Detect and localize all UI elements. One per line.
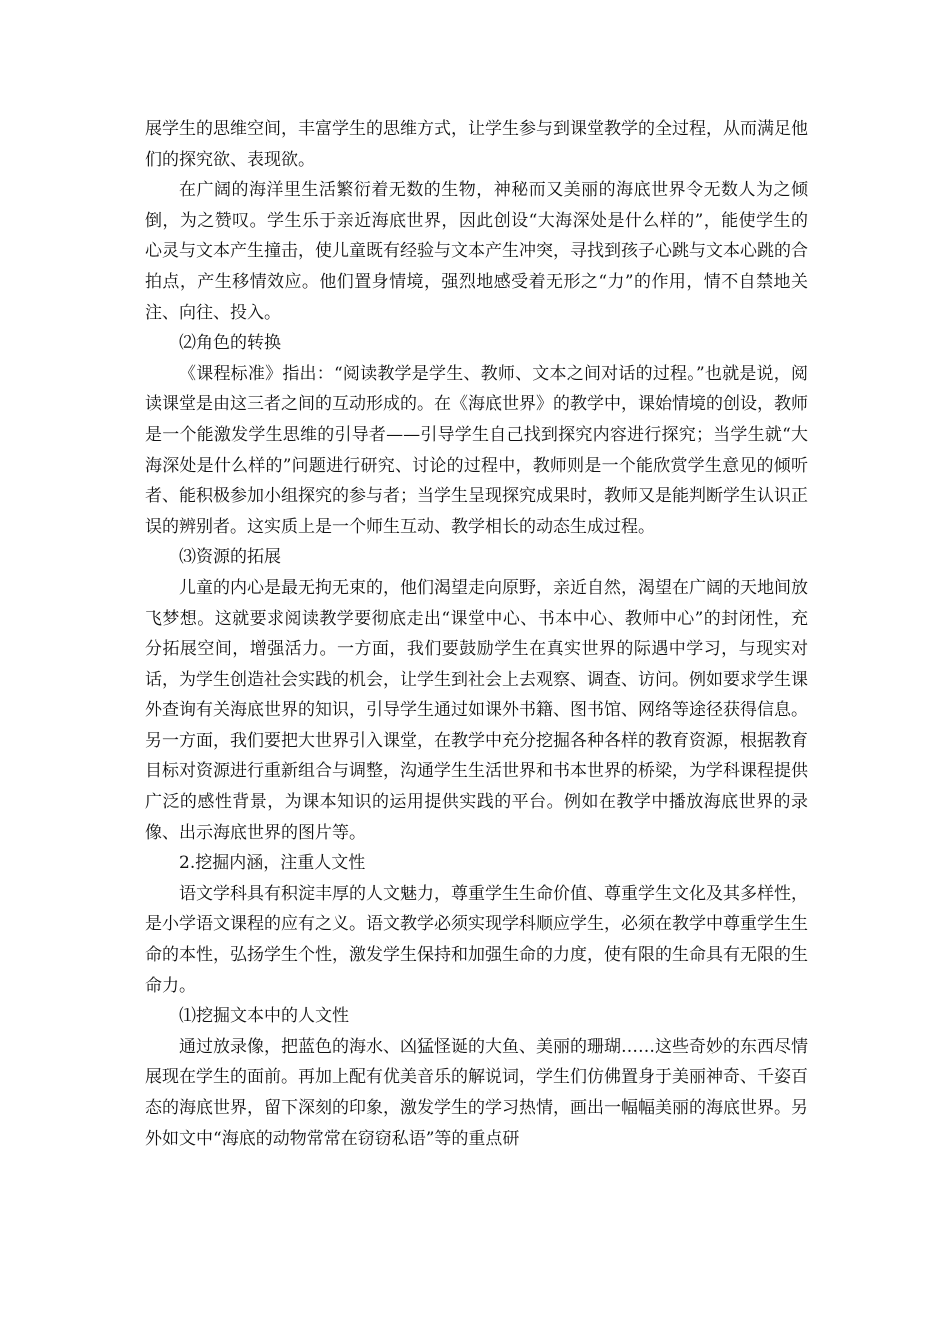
paragraph-curriculum-standard: 《课程标准》指出：“阅读教学是学生、教师、文本之间对话的过程。”也就是说，阅读课堂是由这三者之间的互动形成的。在《海底世界》的教学中，课始情境的创设，教师是一个能激发学生思维的引导者——引导学生自己找到探究内容进行探究；当学生就“大海深处是什么样的”问题进行研究、讨论的过程中，教师则是一个能欣赏学生意见的倾听者、能积极参加小组探究的参与者；当学生呈现探究成果时，教师又是能判断学生认识正误的辨别者。这实质上是一个师生互动、教学相长的动态生成过程。: [145, 363, 808, 537]
paragraph-children-inner-heart: 儿童的内心是最无拘无束的，他们渴望走向原野，亲近自然，渴望在广阔的天地间放飞梦想。这就要求阅读教学要彻底走出“课堂中心、书本中心、教师中心”的封闭性，充分拓展空间，增强活力。一方面，我们要鼓励学生在真实世界的际遇中学习，与现实对话，为学生创造社会实践的机会，让学生到社会上去观察、调查、访问。例如要求学生课外查询有关海底世界的知识，引导学生通过如课外书籍、图书馆、网络等途径获得信息。另一方面，我们要把大世界引入课堂，在教学中充分挖掘各种各样的教育资源，根据教育目标对资源进行重新组合与调整，沟通学生生活世界和书本世界的桥梁，为学科课程提供广泛的感性背景，为课本知识的运用提供实践的平台。例如在教学中播放海底世界的录像、出示海底世界的图片等。: [145, 577, 808, 843]
paragraph-chinese-subject: 语文学科具有积淀丰厚的人文魅力，尊重学生生命价值、尊重学生文化及其多样性，是小学语文课程的应有之义。语文教学必须实现学科顺应学生，必须在教学中尊重学生生命的本性，弘扬学生个性，激发学生保持和加强生命的力度，使有限的生命具有无限的生命力。: [145, 883, 808, 996]
heading-role-change: ⑵角色的转换: [179, 333, 281, 354]
paragraph-continuation: 展学生的思维空间，丰富学生的思维方式，让学生参与到课堂教学的全过程，从而满足他们的探究欲、表现欲。: [145, 119, 808, 170]
paragraph-ocean-life: 在广阔的海洋里生活繁衍着无数的生物，神秘而又美丽的海底世界令无数人为之倾倒，为之赞叹。学生乐于亲近海底世界，因此创设“大海深处是什么样的”，能使学生的心灵与文本产生撞击，使儿童既有经验与文本产生冲突，寻找到孩子心跳与文本心跳的合拍点，产生移情效应。他们置身情境，强烈地感受着无形之“力”的作用，情不自禁地关注、向往、投入。: [145, 180, 808, 323]
heading-humanity-in-text: ⑴挖掘文本中的人文性: [179, 1006, 349, 1027]
heading-dig-connotation: 2.挖掘内涵，注重人文性: [179, 853, 366, 874]
heading-resource-expansion: ⑶资源的拓展: [179, 547, 281, 568]
paragraph-video-playback: 通过放录像，把蓝色的海水、凶猛怪诞的大鱼、美丽的珊瑚……这些奇妙的东西尽情展现在学生的面前。再加上配有优美音乐的解说词，学生们仿佛置身于美丽神奇、千姿百态的海底世界，留下深刻的印象，激发学生的学习热情，画出一幅幅美丽的海底世界。另外如文中“海底的动物常常在窃窃私语”等的重点研: [145, 1036, 808, 1149]
document-body: [145, 114, 808, 1154]
